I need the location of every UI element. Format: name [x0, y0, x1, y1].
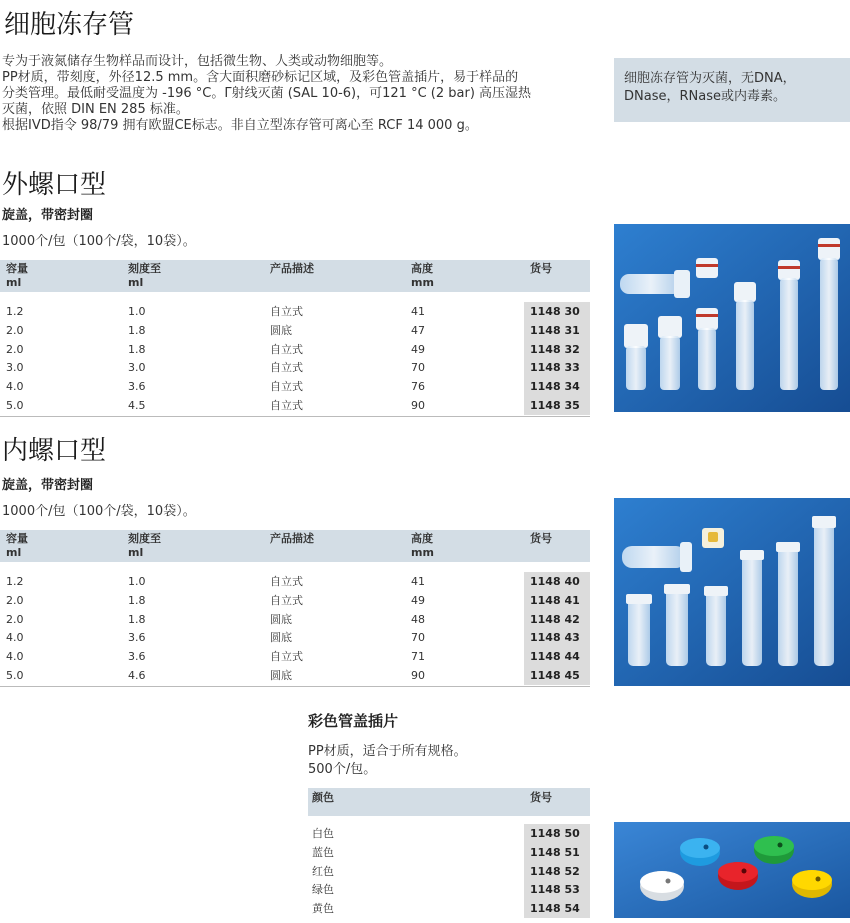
cell-description: 自立式 [270, 593, 303, 607]
cell-catalog: 1148 42 [524, 610, 590, 629]
intro-line: 根据IVD指令 98/79 拥有欧盟CE标志。非自立型冻存管可离心至 RCF 14 000 g。 [2, 118, 478, 133]
sterility-note [614, 58, 850, 122]
cell-description: 圆底 [270, 669, 292, 682]
cell-catalog: 1148 30 [524, 302, 590, 321]
table-row [308, 824, 590, 843]
cell-catalog: 1148 50 [524, 824, 590, 843]
section-title-internal: 内螺口型 [2, 436, 107, 466]
cell-description: 自立式 [270, 361, 303, 375]
table-row [0, 302, 590, 321]
cell-capacity: 4.0 [6, 380, 24, 394]
col-catalog: 货号 [530, 262, 552, 275]
col-capacity: 容量 ml [6, 532, 28, 559]
cell-graduation: 3.6 [128, 380, 146, 394]
cell-capacity: 5.0 [6, 669, 24, 682]
table-row [0, 572, 590, 591]
intro-line: 分类管理。最低耐受温度为 -196 °C。Γ射线灭菌 (SAL 10-6)，可121 °C (2 bar) 高压湿热 [2, 86, 532, 101]
col-graduation: 刻度至 ml [128, 262, 161, 289]
pack-info-internal: 1000个/包（100个/袋，10袋）。 [2, 504, 196, 519]
pack-info-external: 1000个/包（100个/袋，10袋）。 [2, 234, 196, 249]
table-header-external [0, 260, 590, 292]
cell-catalog: 1148 33 [524, 358, 590, 377]
table-row [308, 843, 590, 862]
cell-capacity: 5.0 [6, 399, 24, 412]
cell-color: 绿色 [312, 883, 334, 897]
intro-line: 灭菌，依照 DIN EN 285 标准。 [2, 102, 189, 117]
cell-catalog: 1148 45 [524, 666, 590, 685]
cell-height: 70 [411, 361, 425, 375]
cell-capacity: 1.2 [6, 305, 24, 318]
cell-catalog: 1148 43 [524, 628, 590, 647]
table-row [0, 340, 590, 359]
cell-capacity: 3.0 [6, 361, 24, 375]
cell-height: 76 [411, 380, 425, 394]
cell-capacity: 4.0 [6, 650, 24, 664]
section-title-external: 外螺口型 [2, 170, 107, 200]
col-capacity: 容量 ml [6, 262, 28, 289]
cell-height: 47 [411, 323, 425, 337]
cell-catalog: 1148 52 [524, 862, 590, 881]
table-header-internal [0, 530, 590, 562]
table-row [0, 666, 590, 685]
cell-description: 自立式 [270, 650, 303, 664]
cell-capacity: 2.0 [6, 593, 24, 607]
table-row [0, 396, 590, 415]
cell-graduation: 1.8 [128, 593, 146, 607]
cell-color: 白色 [312, 827, 334, 840]
cell-graduation: 3.0 [128, 361, 146, 375]
cell-height: 90 [411, 669, 425, 682]
section-subtitle-internal: 旋盖，带密封圈 [2, 478, 94, 493]
table-row [0, 321, 590, 340]
cell-height: 49 [411, 593, 425, 607]
cell-graduation: 4.5 [128, 399, 146, 412]
intro-line: 专为于液氮储存生物样品而设计，包括微生物、人类或动物细胞等。 [2, 54, 393, 69]
cell-description: 圆底 [270, 612, 292, 626]
section-subtitle-external: 旋盖，带密封圈 [2, 208, 94, 223]
cell-height: 41 [411, 305, 425, 318]
table-header-inserts [308, 788, 590, 816]
cell-capacity: 2.0 [6, 342, 24, 356]
cell-capacity: 1.2 [6, 575, 24, 588]
cell-color: 红色 [312, 864, 334, 878]
col-catalog: 货号 [530, 791, 552, 804]
cell-graduation: 1.0 [128, 305, 146, 318]
table-row [308, 862, 590, 881]
cell-height: 41 [411, 575, 425, 588]
inserts-title: 彩色管盖插片 [308, 712, 399, 730]
cell-capacity: 2.0 [6, 323, 24, 337]
color-inserts-photo [614, 822, 850, 918]
cell-catalog: 1148 32 [524, 340, 590, 359]
cell-height: 90 [411, 399, 425, 412]
cell-catalog: 1148 35 [524, 396, 590, 415]
col-height: 高度 mm [411, 532, 434, 559]
cell-graduation: 1.8 [128, 342, 146, 356]
table-bottom-rule [0, 686, 590, 687]
intro-text [2, 54, 531, 134]
cell-graduation: 1.8 [128, 612, 146, 626]
cell-color: 蓝色 [312, 845, 334, 859]
cell-description: 圆底 [270, 631, 292, 645]
cell-graduation: 3.6 [128, 631, 146, 645]
col-graduation: 刻度至 ml [128, 532, 161, 559]
cell-catalog: 1148 44 [524, 647, 590, 666]
cell-catalog: 1148 54 [524, 899, 590, 918]
table-row [0, 591, 590, 610]
col-catalog: 货号 [530, 532, 552, 545]
table-row [0, 647, 590, 666]
cell-capacity: 2.0 [6, 612, 24, 626]
page-title: 细胞冻存管 [4, 10, 135, 40]
col-description: 产品描述 [270, 532, 314, 545]
cell-graduation: 1.8 [128, 323, 146, 337]
inserts-material: PP材质，适合于所有规格。 [308, 744, 467, 759]
cell-catalog: 1148 31 [524, 321, 590, 340]
cell-description: 自立式 [270, 380, 303, 394]
col-color: 颜色 [312, 791, 334, 804]
intro-line: PP材质，带刻度，外径12.5 mm。含大面积磨砂标记区域，及彩色管盖插片，易于样品的 [2, 70, 519, 85]
col-description: 产品描述 [270, 262, 314, 275]
cell-catalog: 1148 51 [524, 843, 590, 862]
cell-description: 圆底 [270, 323, 292, 337]
cell-graduation: 4.6 [128, 669, 146, 682]
cell-height: 70 [411, 631, 425, 645]
cell-catalog: 1148 41 [524, 591, 590, 610]
cell-description: 自立式 [270, 399, 303, 412]
note-line: DNase，RNase或内毒素。 [624, 89, 786, 104]
table-row [0, 610, 590, 629]
table-row [0, 358, 590, 377]
external-tubes-photo [614, 224, 850, 412]
inserts-pack: 500个/包。 [308, 762, 377, 777]
cell-catalog: 1148 53 [524, 880, 590, 899]
cell-color: 黄色 [312, 902, 334, 916]
col-height: 高度 mm [411, 262, 434, 289]
table-row [0, 628, 590, 647]
cell-capacity: 4.0 [6, 631, 24, 645]
cell-description: 自立式 [270, 342, 303, 356]
cell-height: 49 [411, 342, 425, 356]
cell-catalog: 1148 34 [524, 377, 590, 396]
cell-height: 71 [411, 650, 425, 664]
note-line: 细胞冻存管为灭菌，无DNA， [624, 71, 796, 86]
cell-description: 自立式 [270, 305, 303, 318]
cell-height: 48 [411, 612, 425, 626]
table-row [0, 377, 590, 396]
cell-graduation: 1.0 [128, 575, 146, 588]
cell-catalog: 1148 40 [524, 572, 590, 591]
table-bottom-rule [0, 416, 590, 417]
table-row [308, 880, 590, 899]
cell-graduation: 3.6 [128, 650, 146, 664]
cell-description: 自立式 [270, 575, 303, 588]
table-row [308, 899, 590, 918]
internal-tubes-photo [614, 498, 850, 686]
